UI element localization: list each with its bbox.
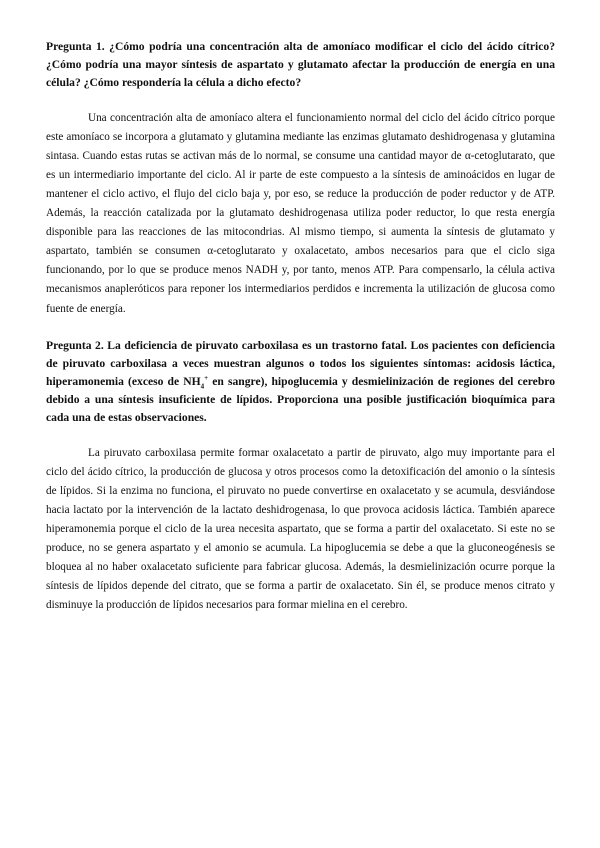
answer-2: La piruvato carboxilasa permite formar oxalacetato a partir de piruvato, algo muy importante para el ciclo del ácido cítrico, la producción de glucosa y otros procesos como la detoxificación del amonio o la síntesis de lípidos. Si la enzima no funciona, el piruvato no puede convertirse en oxalacetato y se acumula, desviándose hacia lactato por la intervención de la lactato deshidrogenasa, lo que provoca acidosis láctica. También aparece hiperamonemia porque el ciclo de la urea necesita aspartato, que se forma a partir del oxalacetato. Si este no se produce, no se genera aspartato y el amonio se acumula. La hipoglucemia se debe a que la gluconeogénesis se bloquea al no haber oxalacetato suficiente para fabricar glucosa. Además, la desmielinización ocurre porque la síntesis de lípidos depende del citrato, que se forma a partir de oxalacetato. Sin él, se produce menos citrato y disminuye la producción de lípidos necesarios para formar mielina en el cerebro. (46, 446, 555, 612)
ammonium-subscript: 4 (200, 382, 205, 391)
document-page (46, 38, 555, 616)
ammonium-superscript: + (204, 374, 209, 383)
question-1: Pregunta 1. ¿Cómo podría una concentración alta de amoníaco modificar el ciclo del ácido cítrico? ¿Cómo podría una mayor síntesis de aspartato y glutamato afectar la producción de energía en una célula? ¿Cómo respondería la célula a dicho efecto? (46, 40, 555, 90)
question-2 (46, 337, 555, 428)
question-2-text-end: en sangre), hipoglucemia y desmielinización de regiones del cerebro debido a una síntesis insuficiente de lípidos. Proporciona una posible justificación bioquímica para cada una de estas observaciones. (46, 375, 555, 425)
answer-1: Una concentración alta de amoníaco altera el funcionamiento normal del ciclo del ácido cítrico porque este amoníaco se incorpora a glutamato y glutamina mediante las enzimas glutamato deshidrogenasa y glutamina sintasa. Cuando estas rutas se activan más de lo normal, se consume una cantidad mayor de α-cetoglutarato, que es un intermediario importante del ciclo. Al ir parte de este compuesto a la síntesis de aminoácidos en lugar de mantener el ciclo activo, el flujo del ciclo baja y, por eso, se reduce la producción de poder reductor y de ATP. Además, la reacción catalizada por la glutamato deshidrogenasa utiliza poder reductor, lo que resta energía disponible para las reacciones de las mitocondrias. Al mismo tiempo, si aumenta la síntesis de glutamato y aspartato, también se consumen α-cetoglutarato y oxalacetato, ambos necesarios para que el ciclo siga funcionando, por lo que se produce menos NADH y, por tanto, menos ATP. Para compensarlo, la célula activa mecanismos anapleróticos para reponer los intermediarios perdidos e incrementa la utilización de glucosa como fuente de energía. (46, 111, 555, 315)
question-2-text-start: Pregunta 2. La deficiencia de piruvato carboxilasa es un trastorno fatal. Los pacientes con deficiencia de piruvato carboxilasa a veces muestran algunos o todos los siguientes síntomas: acidosis láctica, hiperamonemia (exceso de NH (46, 338, 555, 389)
